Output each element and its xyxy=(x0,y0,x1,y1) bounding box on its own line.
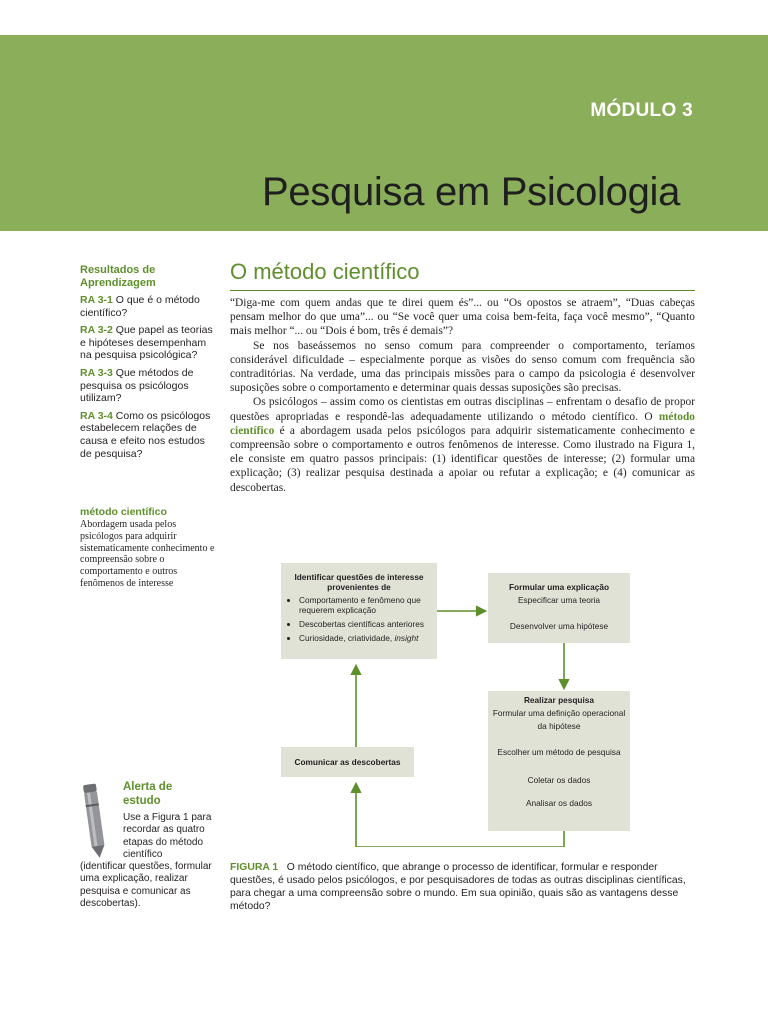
section-title: O método científico xyxy=(230,259,420,284)
glossary-definition: Abordagem usada pelos psicólogos para adquirir sistematicamente conhecimento e compreensão sobre o comportamento e outros fenômenos de interesse xyxy=(80,519,215,589)
formulate-explanation-box: Formular uma explicação Especificar uma teoria Desenvolver uma hipótese xyxy=(488,573,630,643)
key-term: método científico xyxy=(230,410,695,437)
list-item: • Descobertas científicas anteriores xyxy=(299,619,437,629)
learning-outcomes-heading: Resultados de Aprendizagem xyxy=(80,264,156,289)
learning-outcome: RA 3-2 Que papel as teorias e hipóteses desempenham na pesquisa psicológica? xyxy=(80,324,213,362)
study-alert-text: Use a Figura 1 para recordar as quatro etapas do método científico xyxy=(123,812,212,860)
paragraph: “Diga-me com quem andas que te direi quem és”... ou “Os opostos se atraem”, “Duas cabeças pensam melhor do que uma”... ou “Se você quer uma coisa bem-feita, faça você mesmo”, “Quanto mais melhor “... ou “Dois é bom, três é demais”? xyxy=(230,297,695,338)
learning-outcome: RA 3-4 Como os psicólogos estabelecem relações de causa e efeito nos estudos de pesquisa? xyxy=(80,409,211,460)
question-sources-list xyxy=(281,595,437,643)
section-rule xyxy=(230,290,695,291)
module-label: MÓDULO 3 xyxy=(590,100,693,121)
page-title: Pesquisa em Psicologia xyxy=(262,170,681,214)
list-item: • Comportamento e fenômeno que requerem explicação xyxy=(299,595,437,615)
communicate-findings-box: Comunicar as descobertas xyxy=(281,747,414,777)
list-item: • Curiosidade, criatividade, insight xyxy=(299,633,437,643)
body-text xyxy=(230,296,695,495)
paragraph: Os psicólogos – assim como os cientistas em outras disciplinas – enfrentam o desafio de propor questões apropriadas e respondê-las adequadamente utilizando o método científico. O método científico é a abordagem usada pelos psicólogos para adquirir sistematicamente conhecimento e compreensão sobre o comportamento e outros fenômenos de interesse. Como ilustrado na Figura 1, ele consiste em quatro passos principais: (1) identificar questões de interesse; (2) formular uma explicação; (3) realizar pesquisa destinada a apoiar ou refutar a explicação; e (4) comunicar as descobertas. xyxy=(230,396,695,494)
learning-outcome: RA 3-3 Que métodos de pesquisa os psicólogos utilizam? xyxy=(80,366,194,405)
glossary-entry xyxy=(80,506,215,590)
glossary-term: método científico xyxy=(80,506,167,518)
study-alert-text-continued: (identificar questões, formular uma explicação, realizar pesquisa e comunicar as descobertas). xyxy=(80,861,212,909)
study-alert-title: Alerta de estudo xyxy=(123,781,173,807)
paragraph: Se nos baseássemos no senso comum para compreender o comportamento, teríamos considerável dificuldade – especialmente porque as visões do senso comum com frequência são contraditórias. Na verdade, uma das principais missões para o campo da psicologia é desenvolver suposições sobre o comportamento e determinar quais dessas suposições são precisas. xyxy=(230,339,695,395)
figure-label: FIGURA 1 xyxy=(230,862,279,873)
learning-outcomes-list xyxy=(80,294,215,465)
identify-questions-box: Identificar questões de interesse provenientes de • Comportamento e fenômeno que requerem explicação • Descobertas científicas anteriores • Curiosidade, criatividade, insight xyxy=(281,563,437,659)
conduct-research-box: Realizar pesquisa Formular uma definição operacional da hipótese Escolher um método de pesquisa Coletar os dados Analisar os dados xyxy=(488,691,630,831)
pencil-icon xyxy=(78,782,112,860)
figure-caption: FIGURA 1 O método científico, que abrange o processo de identificar, formular e responder questões, é usado pelos psicólogos, e por pesquisadores de todas as outras disciplinas científicas, para chegar a uma compreensão sobre o mundo. Em sua opinião, quais são as vantagens desse método? xyxy=(230,862,686,912)
figure-1-flowchart xyxy=(281,563,630,847)
learning-outcome: RA 3-1 O que é o método científico? xyxy=(80,294,200,319)
